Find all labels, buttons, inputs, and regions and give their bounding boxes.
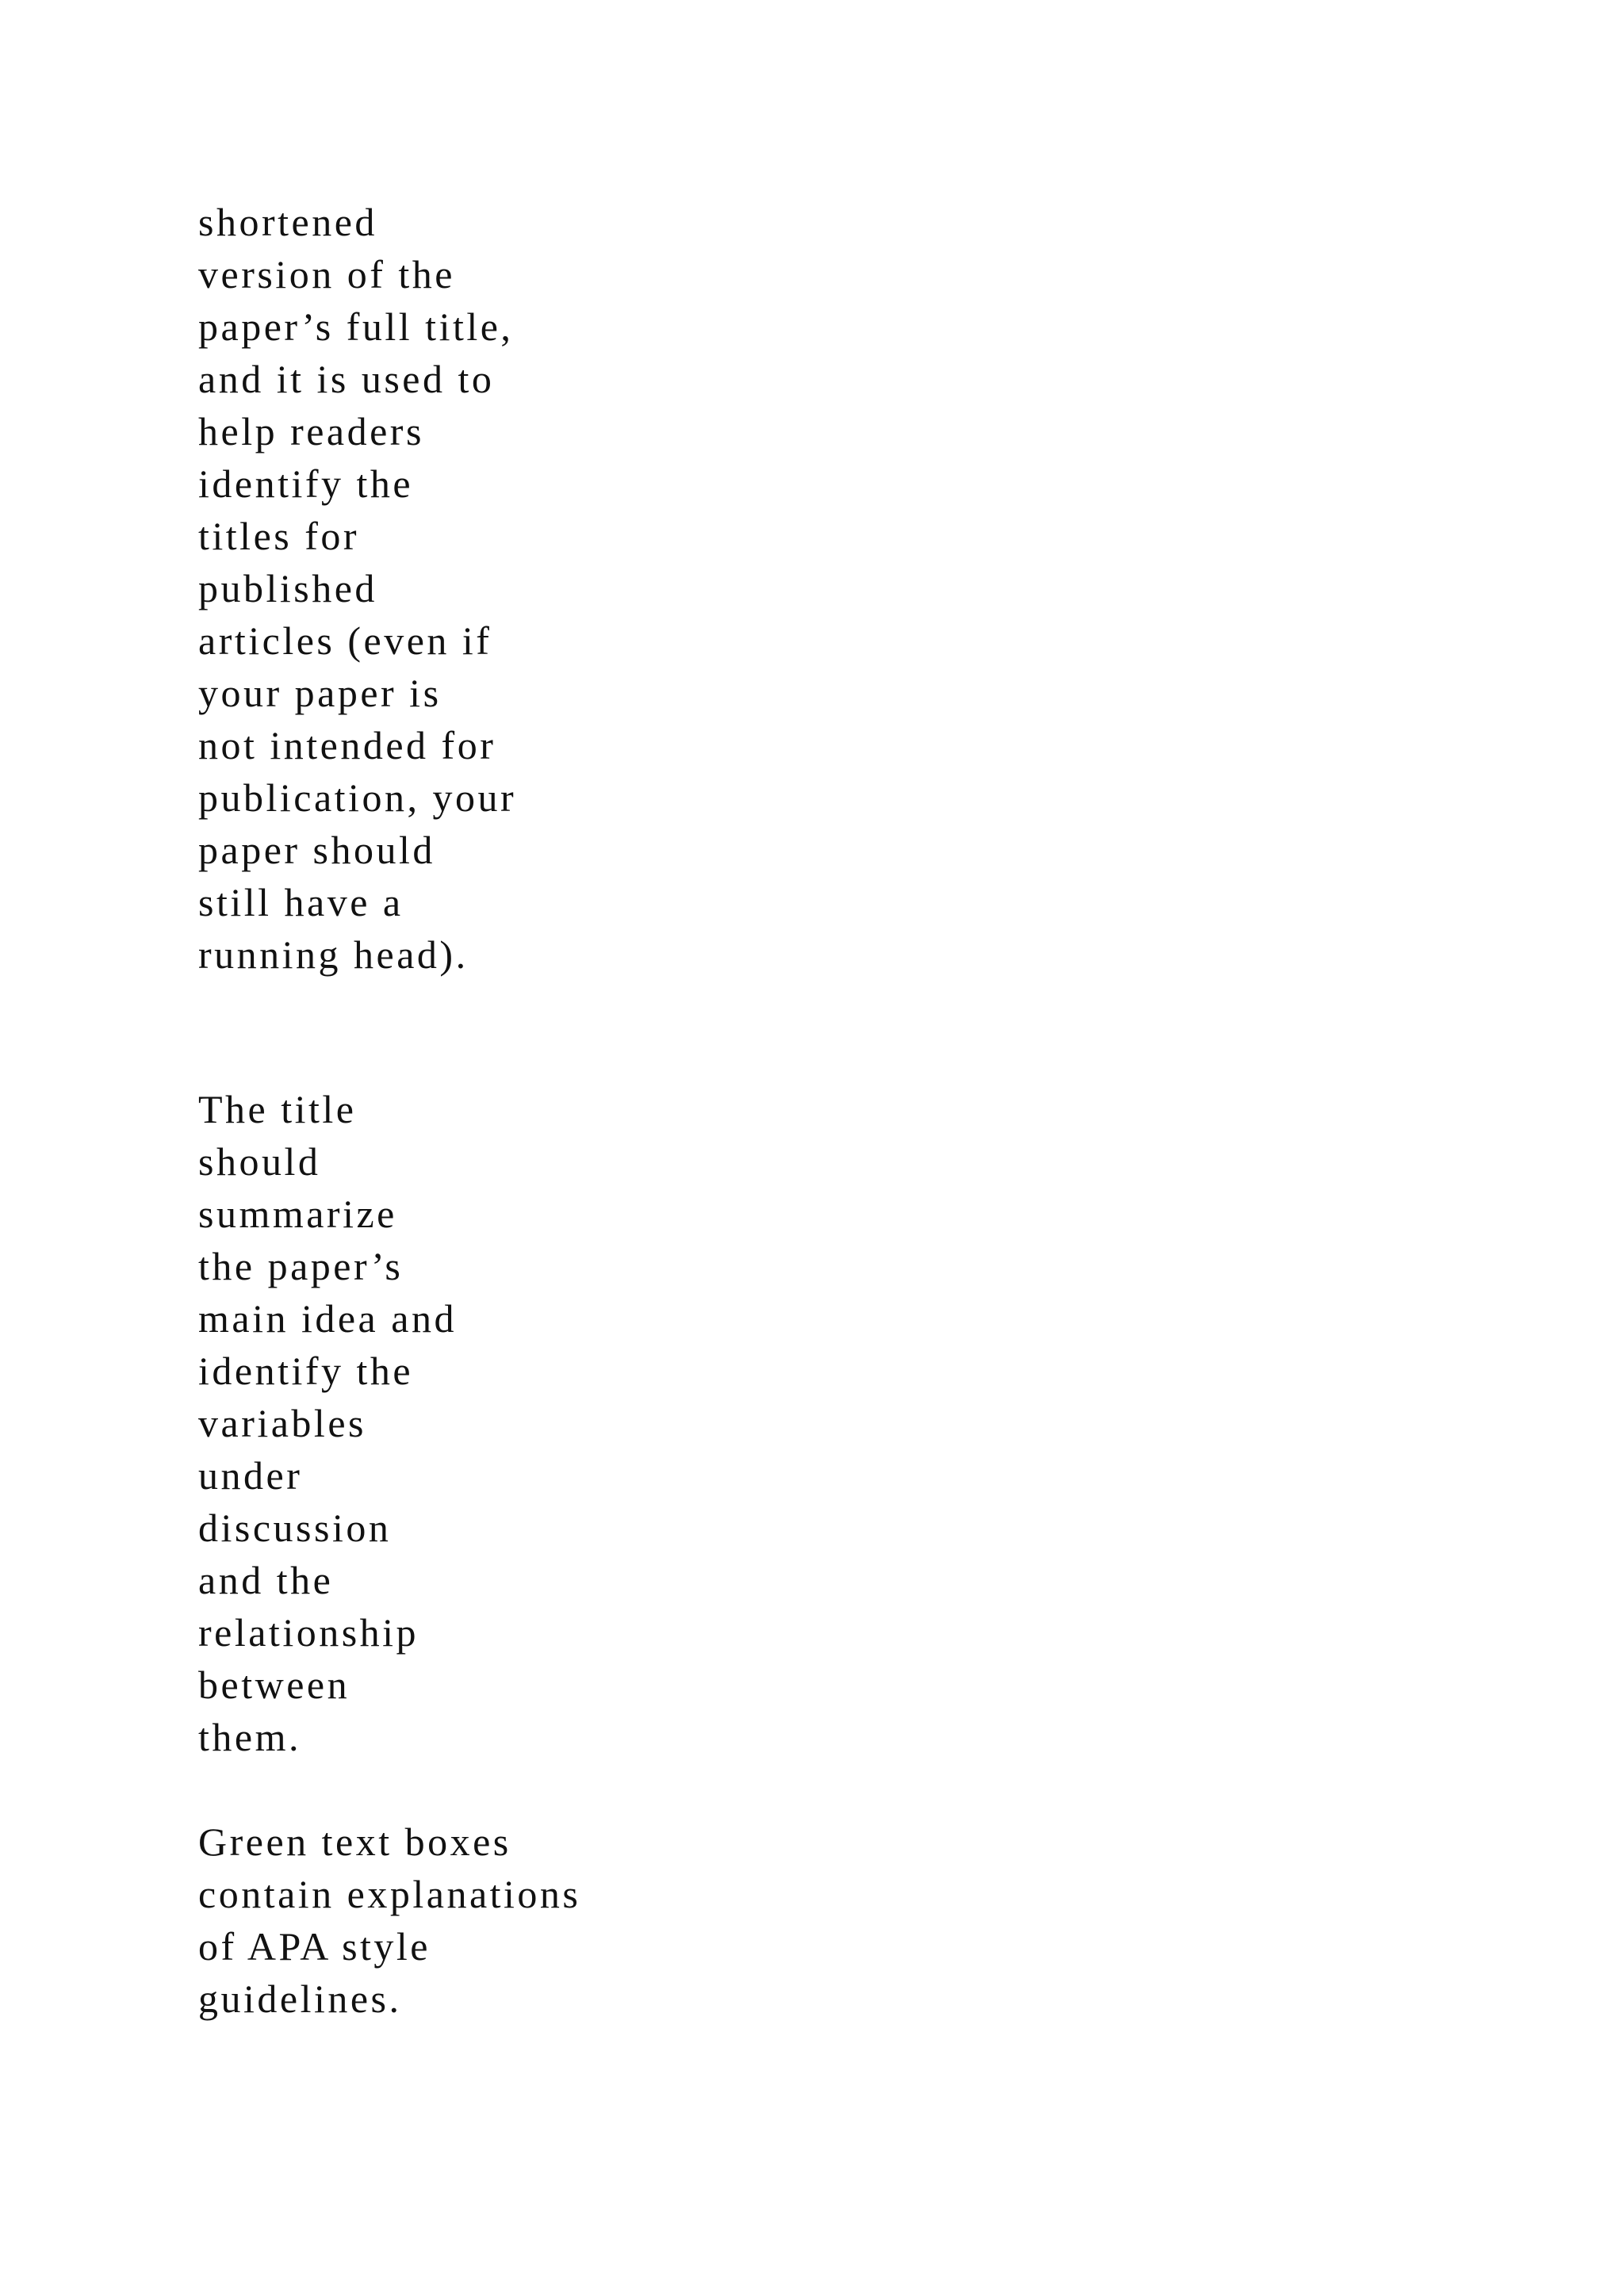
text-line: and it is used to [198,357,495,401]
text-line: should [198,1139,321,1184]
text-line: publication, your [198,775,517,820]
text-line: of APA style [198,1924,431,1969]
text-line: titles for [198,514,360,558]
text-line: help readers [198,409,424,453]
text-line: paper should [198,828,435,872]
text-line: running head). [198,932,469,977]
text-line: Green text boxes [198,1820,511,1864]
text-line: published [198,566,377,610]
title-explanation [198,1083,457,1763]
green-box-explanation [198,1816,580,2025]
text-line: not intended for [198,723,496,767]
text-line: identify the [198,461,414,506]
text-line: The title [198,1087,357,1131]
text-line: shortened [198,200,377,244]
text-line: variables [198,1401,366,1445]
text-line: discussion [198,1506,392,1550]
text-line: the paper’s [198,1244,404,1288]
text-line: identify the [198,1349,414,1393]
text-line: contain explanations [198,1872,581,1916]
text-line: under [198,1453,303,1498]
text-line: still have a [198,880,404,924]
running-head-explanation [198,196,516,981]
text-line: version of the [198,252,455,297]
text-line: main idea and [198,1296,457,1341]
text-line: guidelines. [198,1976,402,2021]
text-line: and the [198,1558,334,1602]
text-line: summarize [198,1192,397,1236]
text-line: relationship [198,1610,419,1655]
text-line: them. [198,1715,301,1759]
text-line: articles (even if [198,618,492,663]
text-line: paper’s full title, [198,304,514,349]
text-line: your paper is [198,671,442,715]
text-line: between [198,1663,350,1707]
